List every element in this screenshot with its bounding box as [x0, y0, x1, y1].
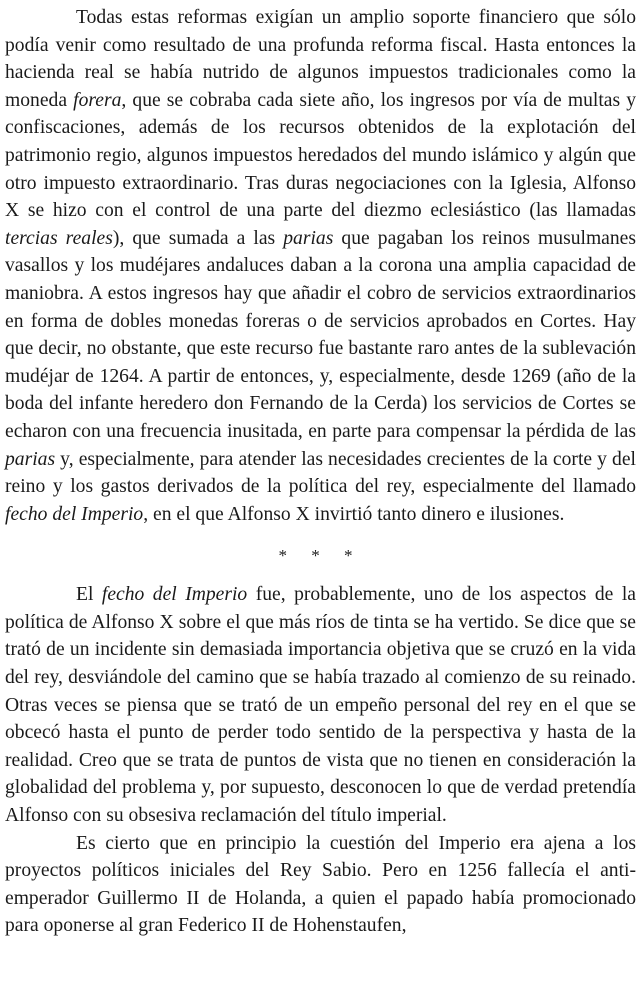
text-run: El: [76, 584, 102, 606]
text-run: , en el que Alfonso X invirtió tanto dinero e ilusiones.: [143, 503, 565, 525]
italic-term: parias: [283, 227, 334, 249]
text-run: que pagaban los reinos musulmanes vasallos y los mudéjares andaluces daban a la corona una amplia capacidad de maniobra. A estos ingresos hay que añadir el cobro de servicios extraordinarios en forma de dobles monedas foreras o de servicios aprobados en Cortes. Hay que decir, no obstante, que este recurso fue bastante raro antes de la sublevación mudéjar de 1264. A partir de entonces, y, especialmente, desde 1269 (año de la boda del infante heredero don Fernando de la Cerda) los servicios de Cortes se echaron con una frecuencia inusitada, en parte para compensar la pérdida de las: [5, 227, 636, 442]
section-separator: * * *: [278, 546, 363, 566]
italic-term: forera: [73, 89, 122, 111]
text-run: fue, probablemente, uno de los aspectos de la política de Alfonso X sobre el que más ríos de tinta se ha vertido. Se dice que se trató de un incidente sin demasiada importancia objetiva que se cruzó en la vida del rey, desviándole del camino que se había trazado al comienzo de su reinado. Otras veces se piensa que se trató de un empeño personal del rey en el que se obcecó hasta el punto de perder todo sentido de la perspectiva y hasta de la realidad. Creo que se trata de puntos de vista que no tienen en consideración la globalidad del problema y, por supuesto, desconocen lo que de verdad pretendía Alfonso con su obsesiva reclamación del título imperial.: [5, 584, 636, 827]
italic-term: tercias reales: [5, 227, 113, 249]
italic-term: fecho del Imperio: [5, 503, 144, 525]
text-run: , que se cobraba cada siete año, los ingresos por vía de multas y confiscaciones, además de los recursos obtenidos de la explotación del patrimonio regio, algunos impuestos heredados del mundo islámico y algún que otro impuesto extraordinario. Tras duras negociaciones con la Iglesia, Alfonso X se hizo con el control de una parte del diezmo eclesiástico (las llamadas: [5, 89, 636, 222]
text-run: Todas estas reformas exigían un amplio soporte financiero que sólo podía venir como resultado de una profunda reforma fiscal. Hasta entonces la hacienda real se había nutrido de algunos impuestos tradicionales como la moneda: [5, 7, 636, 111]
text-run: Es cierto que en principio la cuestión del Imperio era ajena a los proyectos políticos iniciales del Rey Sabio. Pero en 1256 fallecía el anti-emperador Guillermo II de Holanda, a quien el papado había promocionado para oponerse al gran Federico II de Hohenstaufen,: [5, 832, 636, 937]
italic-term: fecho del Imperio: [101, 584, 248, 606]
paragraph-reforma-fiscal: [5, 4, 636, 528]
italic-term: parias: [5, 448, 56, 470]
text-run: ), que sumada a las: [112, 227, 284, 249]
paragraph-fecho-del-imperio: [5, 581, 636, 829]
text-run: y, especialmente, para atender las necesidades crecientes de la corte y del reino y los gastos derivados de la política del rey, especialmente del llamado: [5, 448, 636, 498]
paragraph-cuestion-imperio: [5, 830, 636, 940]
